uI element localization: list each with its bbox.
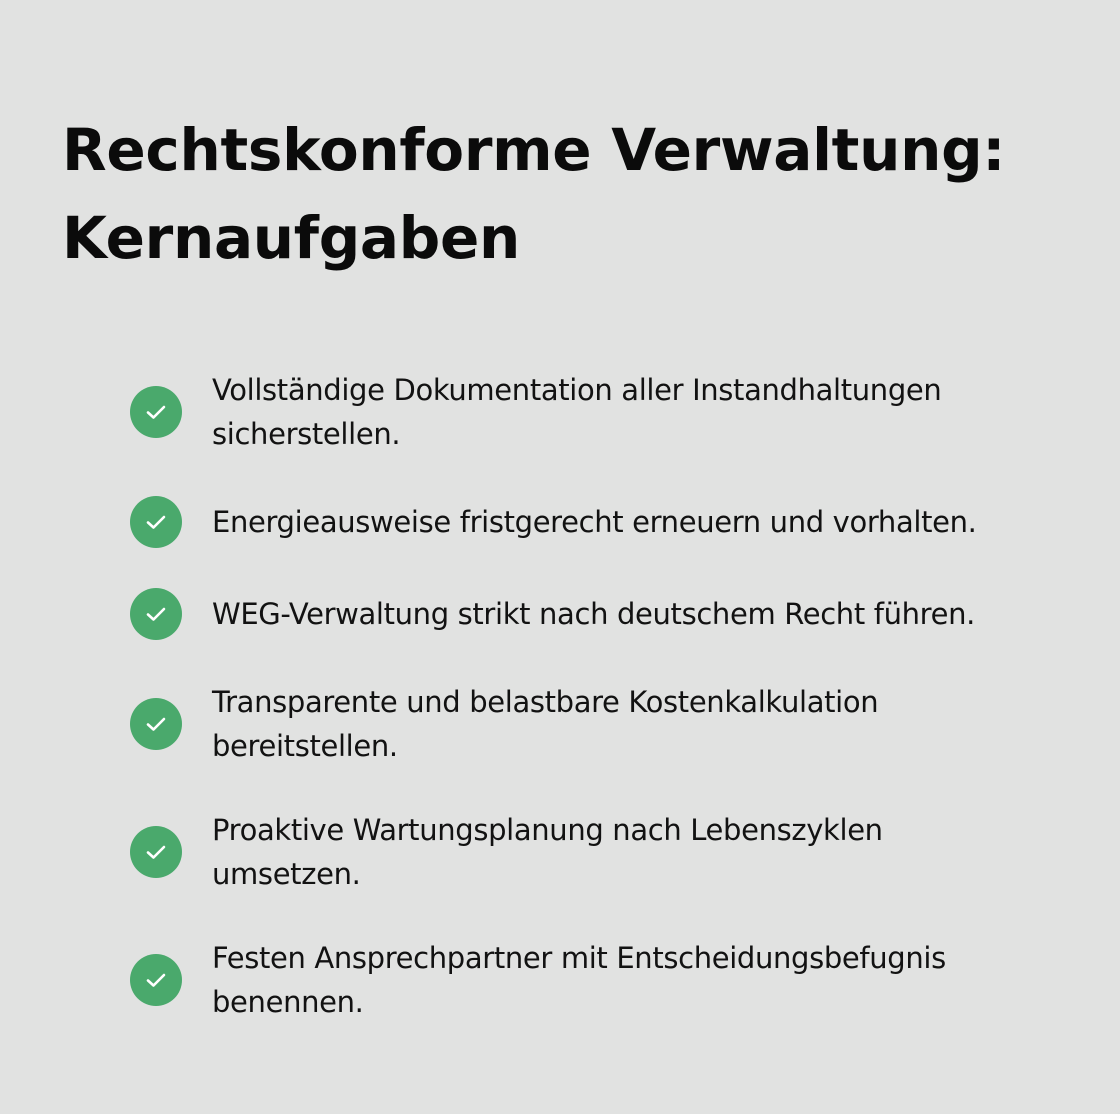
list-item-text xyxy=(212,592,1032,636)
list-item-text xyxy=(212,808,1032,896)
list-item-line: Energieausweise fristgerecht erneuern und vorhalten. xyxy=(212,505,977,539)
list-item-line: sicherstellen. xyxy=(212,417,401,451)
list-item-text xyxy=(212,368,1032,456)
list-item-line: Vollständige Dokumentation aller Instandhaltungen xyxy=(212,373,942,407)
list-item-line: Proaktive Wartungsplanung nach Lebenszyklen xyxy=(212,813,883,847)
list-item-line: Transparente und belastbare Kostenkalkulation xyxy=(212,685,879,719)
list-item-text xyxy=(212,680,1032,768)
check-circle-icon xyxy=(130,386,182,438)
title-line-1: Rechtskonforme Verwaltung: xyxy=(62,116,1006,184)
list-item-text xyxy=(212,936,1032,1024)
list-item-line: WEG-Verwaltung strikt nach deutschem Recht führen. xyxy=(212,597,975,631)
check-circle-icon xyxy=(130,954,182,1006)
check-circle-icon xyxy=(130,496,182,548)
check-circle-icon xyxy=(130,698,182,750)
list-item-line: umsetzen. xyxy=(212,857,361,891)
check-circle-icon xyxy=(130,588,182,640)
list-item-line: benennen. xyxy=(212,985,364,1019)
list-item-line: Festen Ansprechpartner mit Entscheidungsbefugnis xyxy=(212,941,946,975)
check-circle-icon xyxy=(130,826,182,878)
list-item-text xyxy=(212,500,1032,544)
list-item-line: bereitstellen. xyxy=(212,729,398,763)
title-line-2: Kernaufgaben xyxy=(62,204,521,272)
page-title xyxy=(62,106,1062,282)
